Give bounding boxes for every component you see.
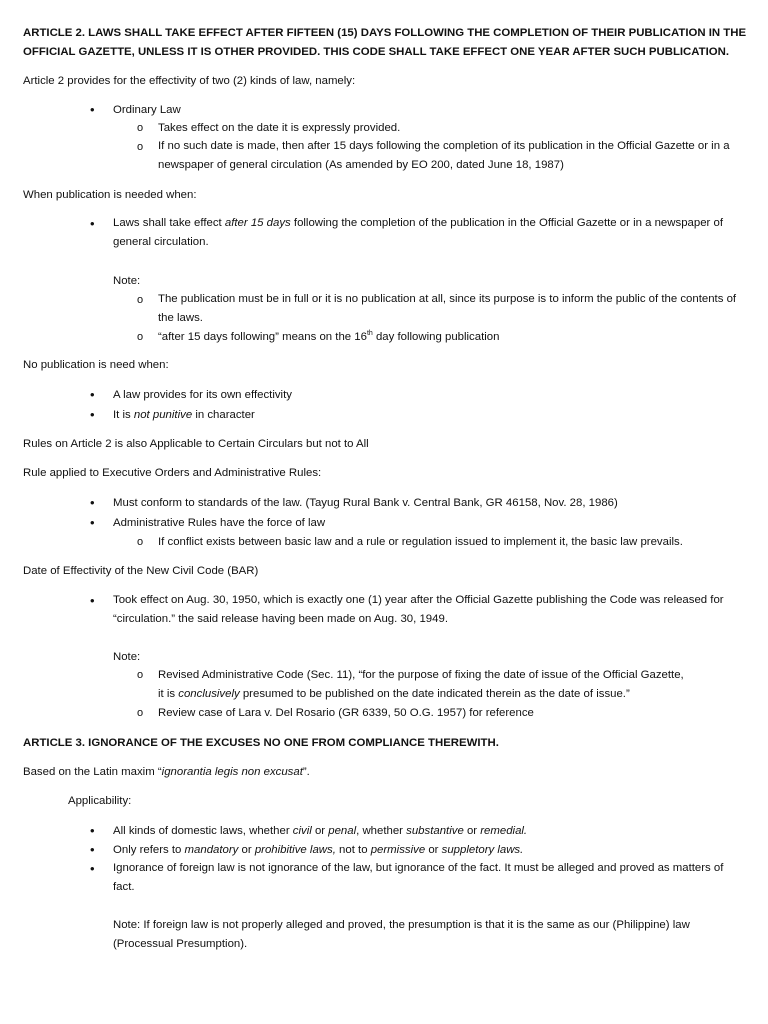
applicability-item-1: All kinds of domestic laws, whether civil or penal, whether substantive or remedial. bbox=[113, 825, 528, 837]
bullet-icon: • bbox=[90, 842, 95, 857]
sub-bullet-icon: o bbox=[137, 536, 144, 548]
sub-bullet-icon: o bbox=[137, 707, 144, 719]
sub-bullet-icon: o bbox=[137, 331, 144, 343]
civil-code-note-label: Note: bbox=[113, 651, 141, 663]
civil-code-date-item: Took effect on Aug. 30, 1950, which is exactly one (1) year after the Official Gazette publishing the Code was released for “circulation.” the said release having been made on Aug. 30, 1949. bbox=[113, 594, 724, 625]
applicability-item-2: Only refers to mandatory or prohibitive laws, not to permissive or suppletory laws. bbox=[113, 844, 524, 856]
applicability-note: Note: If foreign law is not properly alleged and proved, the presumption is that it is the same as our (Philippine) law (Processual Presumption). bbox=[113, 919, 690, 950]
sub-bullet-icon: o bbox=[137, 122, 144, 134]
executive-orders-sub-1: If conflict exists between basic law and a rule or regulation issued to implement it, the basic law prevails. bbox=[158, 536, 683, 548]
bullet-icon: • bbox=[90, 593, 95, 608]
article-2-heading-line-1: ARTICLE 2. LAWS SHALL TAKE EFFECT AFTER FIFTEEN (15) DAYS FOLLOWING THE COMPLETION OF THEIR PUBLICATION IN THE bbox=[23, 27, 747, 39]
sub-bullet-icon: o bbox=[137, 141, 144, 153]
ordinary-law-sub-2: If no such date is made, then after 15 days following the completion of its publication in the Official Gazette or in a newspaper of general circulation (As amended by EO 200, dated June 18, 1987) bbox=[158, 140, 730, 171]
executive-orders-item-2: Administrative Rules have the force of law bbox=[113, 517, 326, 529]
ordinary-law-label: Ordinary Law bbox=[113, 104, 181, 116]
publication-note-2: “after 15 days following” means on the 16th day following publication bbox=[158, 330, 500, 343]
bullet-icon: • bbox=[90, 495, 95, 510]
no-publication-heading: No publication is need when: bbox=[23, 359, 169, 371]
article-3-heading: ARTICLE 3. IGNORANCE OF THE EXCUSES NO ONE FROM COMPLIANCE THEREWITH. bbox=[23, 737, 499, 749]
article-2-heading-line-2: OFFICIAL GAZETTE, UNLESS IT IS OTHER PROVIDED. THIS CODE SHALL TAKE EFFECT ONE YEAR AFTER SUCH PUBLICATION. bbox=[23, 46, 730, 58]
sub-bullet-icon: o bbox=[137, 294, 144, 306]
bullet-icon: • bbox=[90, 861, 95, 876]
civil-code-date-heading: Date of Effectivity of the New Civil Code (BAR) bbox=[23, 565, 259, 577]
civil-code-note-1-line-1: Revised Administrative Code (Sec. 11), “for the purpose of fixing the date of issue of the Official Gazette, bbox=[158, 669, 684, 681]
publication-needed-item: Laws shall take effect after 15 days following the completion of the publication in the Official Gazette or in a newspaper of general circulation. bbox=[113, 217, 723, 248]
bullet-icon: • bbox=[90, 216, 95, 231]
publication-note-1: The publication must be in full or it is no publication at all, since its purpose is to inform the public of the contents of the laws. bbox=[158, 293, 737, 324]
publication-note-label: Note: bbox=[113, 275, 141, 287]
no-publication-item-1: A law provides for its own effectivity bbox=[113, 389, 292, 401]
bullet-icon: • bbox=[90, 407, 95, 422]
applicability-item-3: Ignorance of foreign law is not ignorance of the law, but ignorance of the fact. It must be alleged and proved as matters of fact. bbox=[113, 862, 724, 893]
bullet-icon: • bbox=[90, 515, 95, 530]
sub-bullet-icon: o bbox=[137, 669, 144, 681]
publication-needed-heading: When publication is needed when: bbox=[23, 189, 197, 201]
article-2-intro: Article 2 provides for the effectivity of two (2) kinds of law, namely: bbox=[23, 75, 356, 87]
civil-code-note-1-line-2: it is conclusively presumed to be published on the date indicated therein as the date of issue.” bbox=[158, 688, 630, 700]
circulars-heading: Rules on Article 2 is also Applicable to Certain Circulars but not to All bbox=[23, 438, 369, 450]
bullet-icon: • bbox=[90, 102, 95, 117]
applicability-label: Applicability: bbox=[68, 795, 132, 807]
executive-orders-heading: Rule applied to Executive Orders and Administrative Rules: bbox=[23, 467, 322, 479]
no-publication-item-2: It is not punitive in character bbox=[113, 409, 255, 421]
bullet-icon: • bbox=[90, 823, 95, 838]
bullet-icon: • bbox=[90, 387, 95, 402]
latin-maxim: Based on the Latin maxim “ignorantia legis non excusat”. bbox=[23, 766, 310, 778]
ordinary-law-sub-1: Takes effect on the date it is expressly provided. bbox=[158, 122, 401, 134]
civil-code-note-2: Review case of Lara v. Del Rosario (GR 6339, 50 O.G. 1957) for reference bbox=[158, 707, 534, 719]
executive-orders-item-1: Must conform to standards of the law. (Tayug Rural Bank v. Central Bank, GR 46158, Nov. 28, 1986) bbox=[113, 497, 618, 509]
